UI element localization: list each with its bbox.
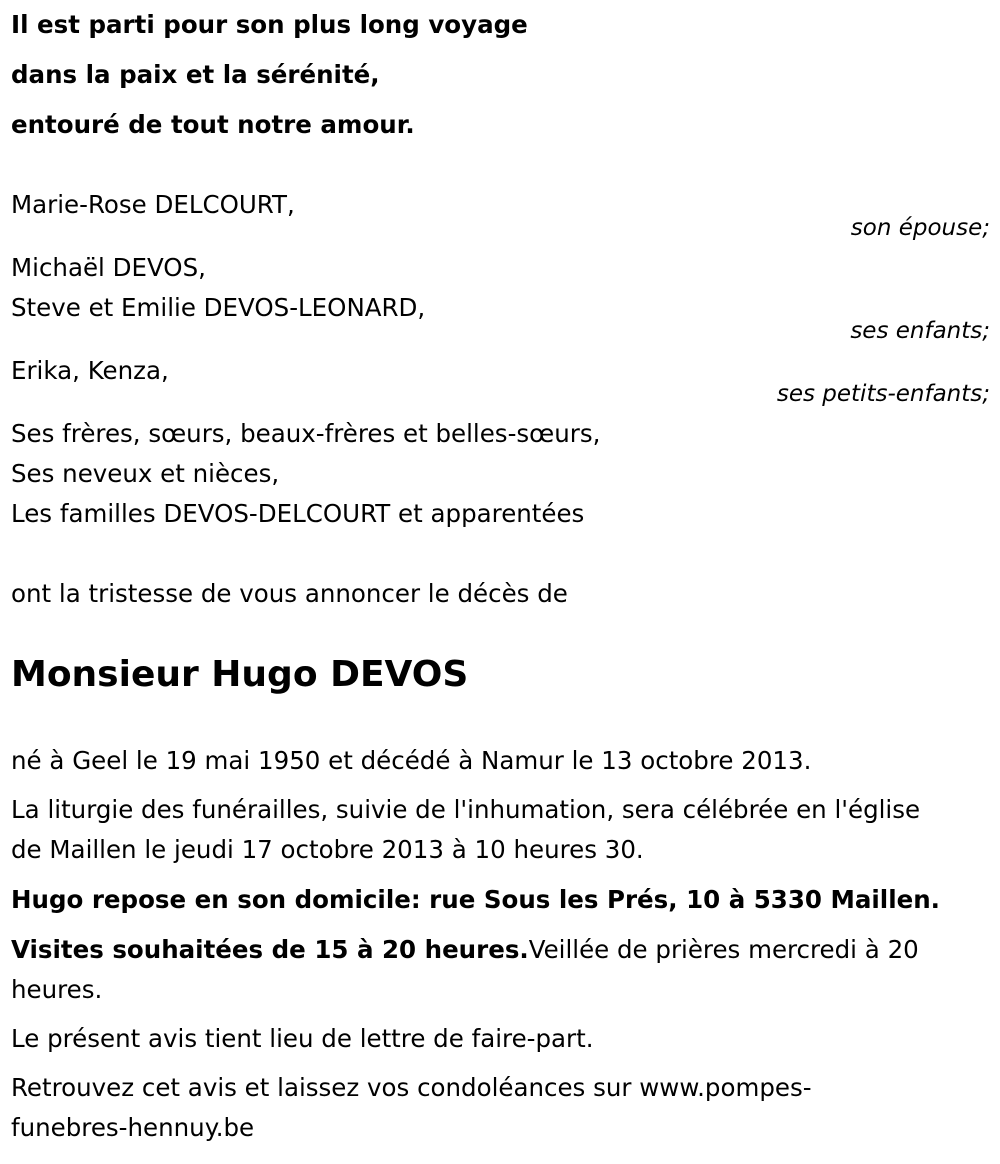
- spouse-name: Marie-Rose DELCOURT,: [11, 190, 295, 219]
- epitaph-line: entouré de tout notre amour.: [11, 110, 415, 139]
- epitaph-line: dans la paix et la sérénité,: [11, 60, 380, 89]
- relatives-line: Ses neveux et nièces,: [11, 459, 280, 488]
- notice-text: Le présent avis tient lieu de lettre de faire-part.: [11, 1024, 594, 1053]
- announcement: ont la tristesse de vous annoncer le décès de: [11, 579, 568, 608]
- birth-death-dates: né à Geel le 19 mai 1950 et décédé à Namur le 13 octobre 2013.: [11, 746, 812, 775]
- spouse-role: son épouse;: [850, 215, 990, 241]
- liturgy-text: de Maillen le jeudi 17 octobre 2013 à 10 heures 30.: [11, 835, 644, 864]
- epitaph-line: Il est parti pour son plus long voyage: [11, 10, 528, 39]
- vigil-text: Veillée de prières mercredi à 20: [528, 935, 919, 964]
- children-role: ses enfants;: [850, 318, 990, 344]
- condolences-text: Retrouvez cet avis et laissez vos condoléances sur www.pompes-: [11, 1073, 812, 1102]
- deceased-name: Monsieur Hugo DEVOS: [11, 654, 469, 695]
- grandchildren-names: Erika, Kenza,: [11, 356, 169, 385]
- repose-address: Hugo repose en son domicile: rue Sous les Prés, 10 à 5330 Maillen.: [11, 885, 940, 914]
- visits-hours: Visites souhaitées de 15 à 20 heures.: [11, 935, 529, 964]
- visits-line-continued: heures.: [11, 975, 103, 1004]
- grandchildren-role: ses petits-enfants;: [776, 381, 990, 407]
- condolences-text: funebres-hennuy.be: [11, 1113, 255, 1142]
- child-name: Steve et Emilie DEVOS-LEONARD,: [11, 293, 426, 322]
- visits-line: [11, 930, 919, 970]
- relatives-line: Ses frères, sœurs, beaux-frères et belles-sœurs,: [11, 419, 601, 448]
- child-name: Michaël DEVOS,: [11, 253, 206, 282]
- liturgy-text: La liturgie des funérailles, suivie de l'inhumation, sera célébrée en l'église: [11, 795, 921, 824]
- relatives-line: Les familles DEVOS-DELCOURT et apparentées: [11, 499, 585, 528]
